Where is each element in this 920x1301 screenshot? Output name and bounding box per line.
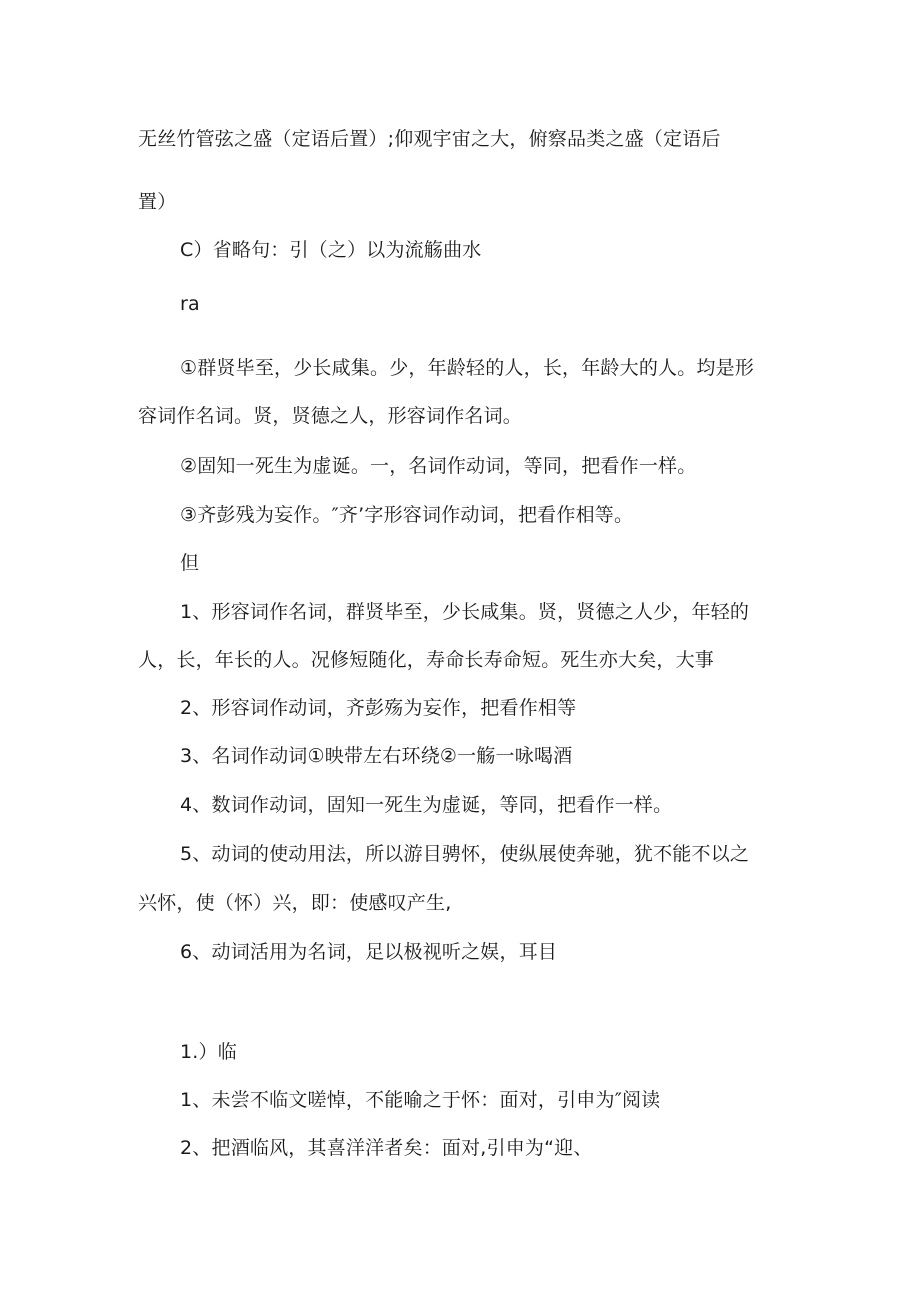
text-line-2: 置） xyxy=(138,191,177,213)
text-line-5: ①群贤毕至，少长咸集。少，年龄轻的人，长，年龄大的人。均是形 xyxy=(180,357,755,379)
text-line-7: ②固知一死生为虚诞。一，名词作动词，等同，把看作一样。 xyxy=(180,455,697,477)
text-line-17: 6、动词活用为名词，足以极视听之娱，耳目 xyxy=(180,941,558,963)
text-line-11: 人，长，年长的人。况修短随化，寿命长寿命短。死生亦大矣，大事 xyxy=(138,649,715,671)
text-line-16: 兴怀，使（怀）兴，即：使感叹产生, xyxy=(138,892,452,914)
text-line-14: 4、数词作动词，固知一死生为虚诞，等同，把看作一样。 xyxy=(180,794,673,816)
text-line-8: ③齐彭残为妄作。″齐’字形容词作动词，把看作相等。 xyxy=(180,504,634,526)
text-line-4: ra xyxy=(180,293,200,315)
text-line-15: 5、动词的使动用法，所以游目骋怀，使纵展使奔驰，犹不能不以之 xyxy=(180,843,750,865)
text-line-9: 但 xyxy=(180,552,200,574)
text-line-18: 1.）临 xyxy=(180,1041,237,1063)
text-line-19: 1、未尝不临文嗟悼，不能喻之于怀：面对，引申为″阅读 xyxy=(180,1089,661,1111)
text-line-6: 容词作名词。贤，贤德之人，形容词作名词。 xyxy=(138,405,523,427)
text-line-20: 2、把酒临风，其喜洋洋者矣：面对,引申为“迎、 xyxy=(180,1137,593,1159)
text-line-10: 1、形容词作名词，群贤毕至，少长咸集。贤，贤德之人少，年轻的 xyxy=(180,601,750,623)
text-line-3: C）省略句：引（之）以为流觞曲水 xyxy=(180,239,482,261)
text-line-1: 无丝竹管弦之盛（定语后置）;仰观宇宙之大，俯察品类之盛（定语后 xyxy=(138,128,721,150)
text-line-13: 3、名词作动词①映带左右环绕②一觞一咏喝酒 xyxy=(180,745,573,767)
text-line-12: 2、形容词作动词，齐彭殇为妄作，把看作相等 xyxy=(180,697,577,719)
